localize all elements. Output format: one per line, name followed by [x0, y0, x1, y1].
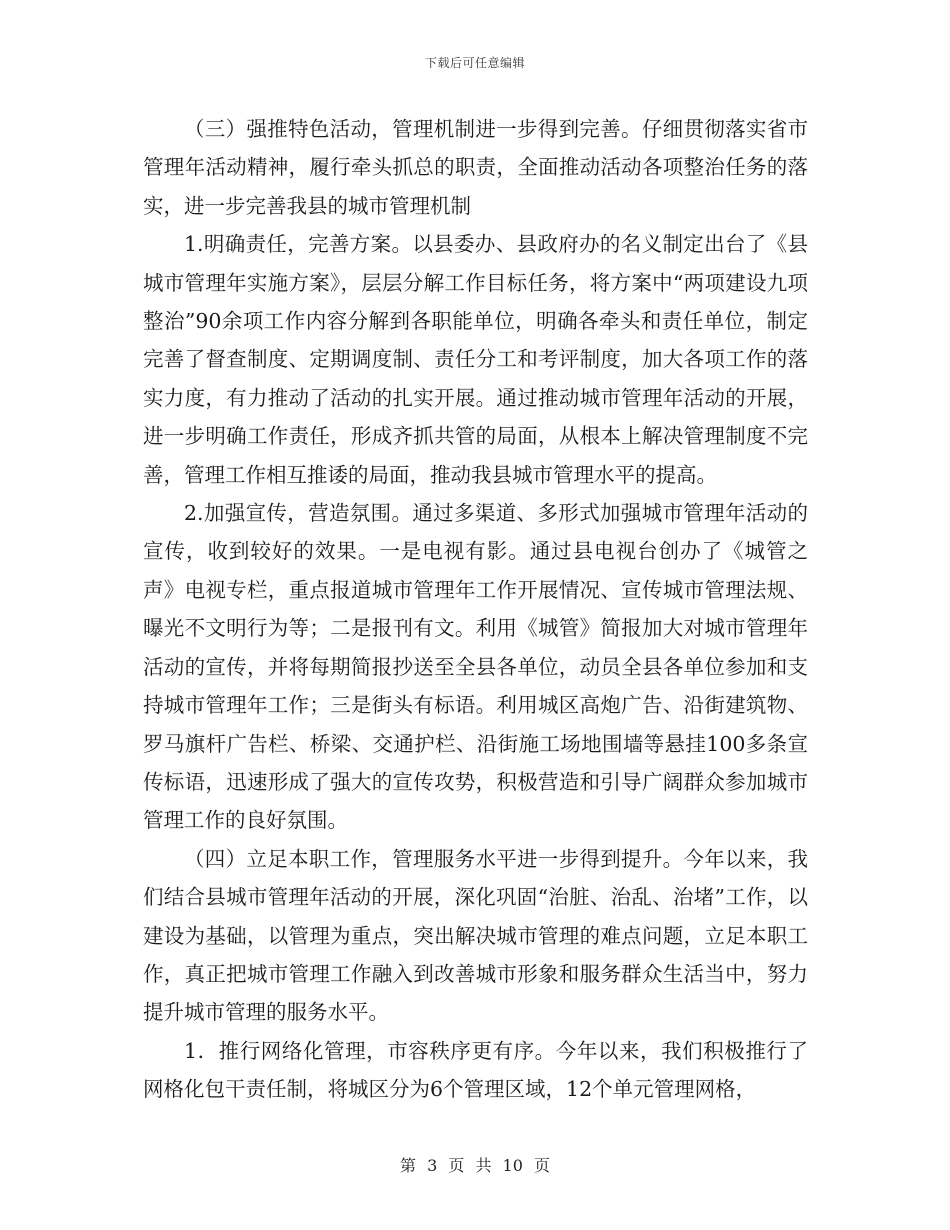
page-footer: 第 3 页 共 10 页 [400, 1156, 550, 1175]
page-header: 下载后可任意编辑 [424, 56, 525, 70]
paragraph-section-four: （四）立足本职工作，管理服务水平进一步得到提升。今年以来，我们结合县城市管理年活动的开展，深化巩固“治脏、治乱、治堵”工作，以建设为基础，以管理为重点，突出解决城市管理的难点问题，立足本职工作，真正把城市管理工作融入到改善城市形象和服务群众生活当中，努力提升城市管理的服务水平。 [143, 846, 808, 1025]
document-body [143, 110, 808, 1109]
paragraph-item-clarify-responsibility: 1.明确责任，完善方案。以县委办、县政府办的名义制定出台了《县城市管理年实施方案》，层层分解工作目标任务，将方案中“两项建设九项整治”90余项工作内容分解到各职能单位，明确各牵头和责任单位，制定完善了督查制度、定期调度制、责任分工和考评制度，加大各项工作的落实力度，有力推动了活动的扎实开展。通过推动城市管理年活动的开展，进一步明确工作责任，形成齐抓共管的局面，从根本上解决管理制度不完善，管理工作相互推诿的局面，推动我县城市管理水平的提高。 [143, 232, 808, 487]
paragraph-item-publicity: 2.加强宣传，营造氛围。通过多渠道、多形式加强城市管理年活动的宣传，收到较好的效果。一是电视有影。通过县电视台创办了《城管之声》电视专栏，重点报道城市管理年工作开展情况、宣传城市管理法规、曝光不文明行为等；二是报刊有文。利用《城管》简报加大对城市管理年活动的宣传，并将每期简报抄送至全县各单位，动员全县各单位参加和支持城市管理年工作；三是街头有标语。利用城区高炮广告、沿街建筑物、罗马旗杆广告栏、桥梁、交通护栏、沿街施工场地围墙等悬挂100多条宣传标语，迅速形成了强大的宣传攻势，积极营造和引导广阔群众参加城市管理工作的良好氛围。 [143, 501, 808, 833]
paragraph-section-three: （三）强推特色活动，管理机制进一步得到完善。仔细贯彻落实省市管理年活动精神，履行牵头抓总的职责，全面推动活动各项整治任务的落实，进一步完善我县的城市管理机制 [143, 117, 808, 218]
paragraph-item-grid-management: 1．推行网络化管理，市容秩序更有序。今年以来，我们积极推行了网格化包干责任制，将城区分为6个管理区域，12个单元管理网格， [143, 1038, 808, 1102]
